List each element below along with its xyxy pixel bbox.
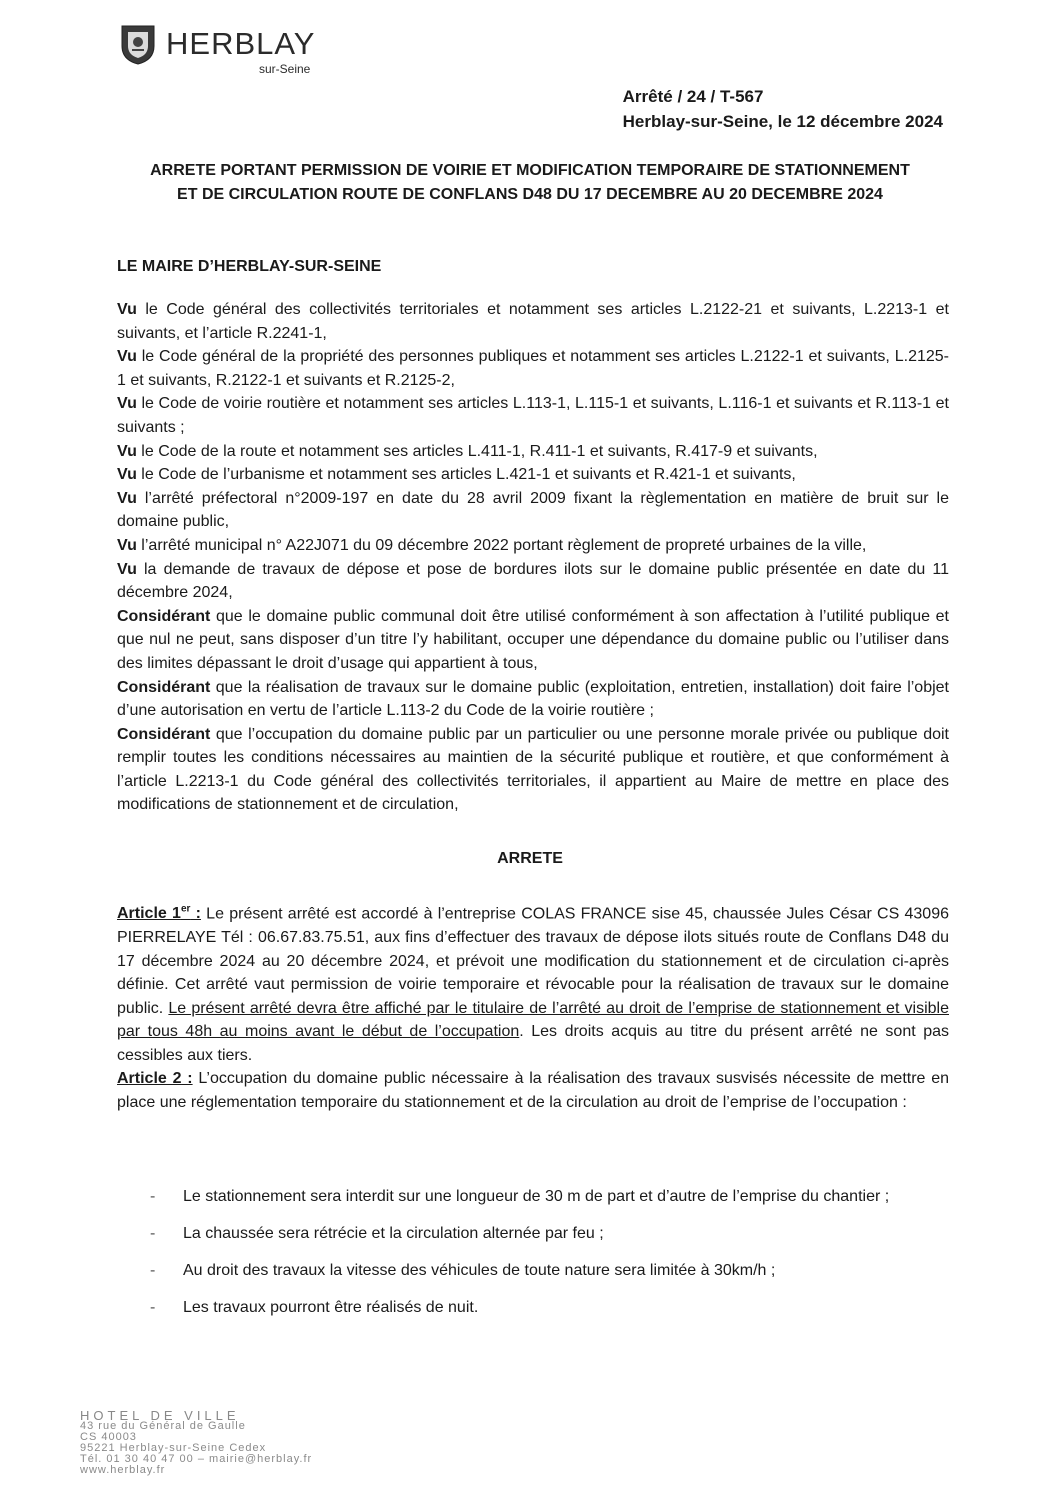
measure-text: La chaussée sera rétrécie et la circulation alternée par feu ; bbox=[183, 1225, 604, 1242]
footer-contact: Tél. 01 30 40 47 00 – mairie@herblay.fr bbox=[80, 1453, 313, 1465]
town-hall-footer bbox=[80, 1410, 312, 1476]
consideration-text: le Code de voirie routière et notamment ses articles L.113-1, L.115-1 et suivants, L.116-1 et suivants et R.113-1 et suivants ; bbox=[117, 395, 949, 436]
dash-bullet-icon: - bbox=[150, 1225, 156, 1242]
article-1-label: Article 1er : bbox=[117, 904, 201, 923]
consideration-text: que le domaine public communal doit être utilisé conformément à son affectation à l’utilité publique et que nul ne peut, sans disposer d’un titre l’y habilitant, occuper une dépendance du domaine public ou l’utiliser dans des limites dépassant le droit d’usage qui appartient à tous, bbox=[117, 607, 949, 672]
measure-text: Les travaux pourront être réalisés de nuit. bbox=[183, 1299, 479, 1316]
consideration-text: que la réalisation de travaux sur le domaine public (exploitation, entretien, installation) doit faire l’objet d’une autorisation en vertu de l’article L.113-2 du Code de la voirie routière ; bbox=[117, 678, 949, 720]
consideration-lead: Vu bbox=[117, 560, 137, 578]
consideration-item bbox=[117, 676, 949, 723]
consideration-item bbox=[117, 463, 949, 487]
article-1 bbox=[117, 898, 949, 1067]
consideration-text: le Code de la route et notamment ses articles L.411-1, R.411-1 et suivants, R.417-9 et suivants, bbox=[136, 442, 818, 460]
article-1-display-notice: Le présent arrêté devra être affiché par le titulaire de l’arrêté au droit de l’emprise de stationnement et visible par tous 48h au moins avant le début de l’occupation bbox=[117, 999, 949, 1041]
dash-bullet-icon: - bbox=[150, 1299, 156, 1316]
logo-subtitle: sur-Seine bbox=[259, 62, 311, 76]
consideration-item bbox=[117, 534, 949, 558]
consideration-lead: Vu bbox=[117, 466, 137, 484]
consideration-lead: Considérant bbox=[117, 678, 211, 696]
logo-wordmark: HERBLAY bbox=[166, 26, 316, 61]
consideration-item bbox=[117, 298, 949, 345]
consideration-item bbox=[117, 605, 949, 676]
consideration-lead: Vu bbox=[117, 301, 137, 318]
article-1-text: Le présent arrêté est accordé à l’entreprise COLAS FRANCE sise 45, chaussée Jules César CS 43096 PIERRELAYE Tél : 06.67.83.75.51, aux fins d’effectuer des travaux de dépose ilots situés route de Conflans D48 du 17 décembre 2024 au 20 décembre 2024, et prévoit une modification du stationnement et de circulation ci-après définie. Cet arrêté vaut permission de voirie temporaire et révocable pour la réalisation de travaux sur le domaine public. bbox=[117, 905, 950, 1017]
article-2-label: Article 2 : bbox=[117, 1070, 193, 1088]
decree-heading: ARRETE bbox=[497, 850, 563, 867]
consideration-lead: Considérant bbox=[117, 607, 211, 625]
place-and-date: Herblay-sur-Seine, le 12 décembre 2024 bbox=[622, 112, 943, 131]
consideration-lead: Vu bbox=[117, 536, 137, 554]
title-line-1: ARRETE PORTANT PERMISSION DE VOIRIE ET MODIFICATION TEMPORAIRE DE STATIONNEMENT bbox=[150, 162, 910, 179]
consideration-text: le Code général de la propriété des personnes publiques et notamment ses articles L.2122-1 et suivants, L.2125-1 et suivants, R.2122-1 et suivants et R.2125-2, bbox=[117, 348, 949, 389]
footer-address: 43 rue du Général de Gaulle bbox=[80, 1420, 246, 1432]
article-2-text: L’occupation du domaine public nécessaire à la réalisation des travaux susvisés nécessite de mettre en place une réglementation temporaire du stationnement et de la circulation au droit de l’emprise de l’occupation : bbox=[117, 1070, 950, 1112]
consideration-lead: Considérant bbox=[117, 725, 211, 743]
list-item bbox=[150, 1254, 950, 1288]
measure-text: Le stationnement sera interdit sur une longueur de 30 m de part et d’autre de l’emprise du chantier ; bbox=[183, 1188, 890, 1205]
consideration-text: que l’occupation du domaine public par un particulier ou une personne morale privée ou publique doit remplir toutes les conditions nécessaires au maintien de la sécurité publique et routière, et que conformément à l’article L.2213-1 du Code général des collectivités territoriales, il appartient au Maire de mettre en place des modifications de stationnement et de circulation, bbox=[117, 725, 949, 814]
list-item bbox=[150, 1291, 950, 1325]
document-reference-block bbox=[623, 84, 943, 134]
arrete-number: Arrêté / 24 / T-567 bbox=[622, 87, 764, 106]
coat-of-arms-icon bbox=[116, 22, 160, 66]
consideration-lead: Vu bbox=[117, 489, 137, 507]
footer-website: www.herblay.fr bbox=[80, 1464, 166, 1476]
consideration-item bbox=[117, 487, 949, 534]
document-title bbox=[110, 159, 950, 207]
consideration-item bbox=[117, 345, 949, 392]
consideration-item bbox=[117, 392, 949, 439]
consideration-item bbox=[117, 558, 949, 605]
consideration-text: l’arrêté préfectoral n°2009-197 en date du 28 avril 2009 fixant la règlementation en matière de bruit sur le domaine public, bbox=[117, 489, 949, 531]
list-item bbox=[150, 1180, 950, 1214]
dash-bullet-icon: - bbox=[150, 1262, 156, 1279]
footer-heading: HOTEL DE VILLE bbox=[80, 1408, 240, 1423]
consideration-text: l’arrêté municipal n° A22J071 du 09 décembre 2022 portant règlement de propreté urbaines de la ville, bbox=[136, 536, 867, 554]
title-line-2: ET DE CIRCULATION ROUTE DE CONFLANS D48 DU 17 DECEMBRE AU 20 DECEMBRE 2024 bbox=[177, 186, 883, 203]
city-logo bbox=[116, 20, 346, 80]
consideration-lead: Vu bbox=[117, 442, 137, 460]
considerations-list bbox=[117, 298, 949, 817]
measures-list bbox=[150, 1180, 950, 1328]
consideration-lead: Vu bbox=[117, 348, 137, 366]
articles-section bbox=[117, 898, 949, 1115]
list-item bbox=[150, 1217, 950, 1251]
article-1-closing: . Les droits acquis au titre du présent arrêté ne sont pas cessibles aux tiers. bbox=[117, 1023, 950, 1064]
consideration-text: le Code général des collectivités territoriales et notamment ses articles L.2122-21 et suivants, L.2213-1 et suivants, et l’article R.2241-1, bbox=[117, 301, 949, 342]
dash-bullet-icon: - bbox=[150, 1188, 156, 1205]
footer-city: 95221 Herblay-sur-Seine Cedex bbox=[80, 1442, 267, 1454]
consideration-lead: Vu bbox=[117, 395, 137, 413]
measure-text: Au droit des travaux la vitesse des véhicules de toute nature sera limitée à 30km/h ; bbox=[183, 1262, 776, 1279]
footer-postbox: CS 40003 bbox=[80, 1431, 137, 1443]
consideration-text: la demande de travaux de dépose et pose de bordures ilots sur le domaine public présentée en date du 11 décembre 2024, bbox=[117, 560, 949, 602]
issuing-authority: LE MAIRE D’HERBLAY-SUR-SEINE bbox=[117, 258, 382, 275]
consideration-text: le Code de l’urbanisme et notamment ses articles L.421-1 et suivants et R.421-1 et suivants, bbox=[136, 466, 796, 484]
article-2 bbox=[117, 1067, 949, 1114]
consideration-item bbox=[117, 723, 949, 817]
consideration-item bbox=[117, 440, 949, 464]
